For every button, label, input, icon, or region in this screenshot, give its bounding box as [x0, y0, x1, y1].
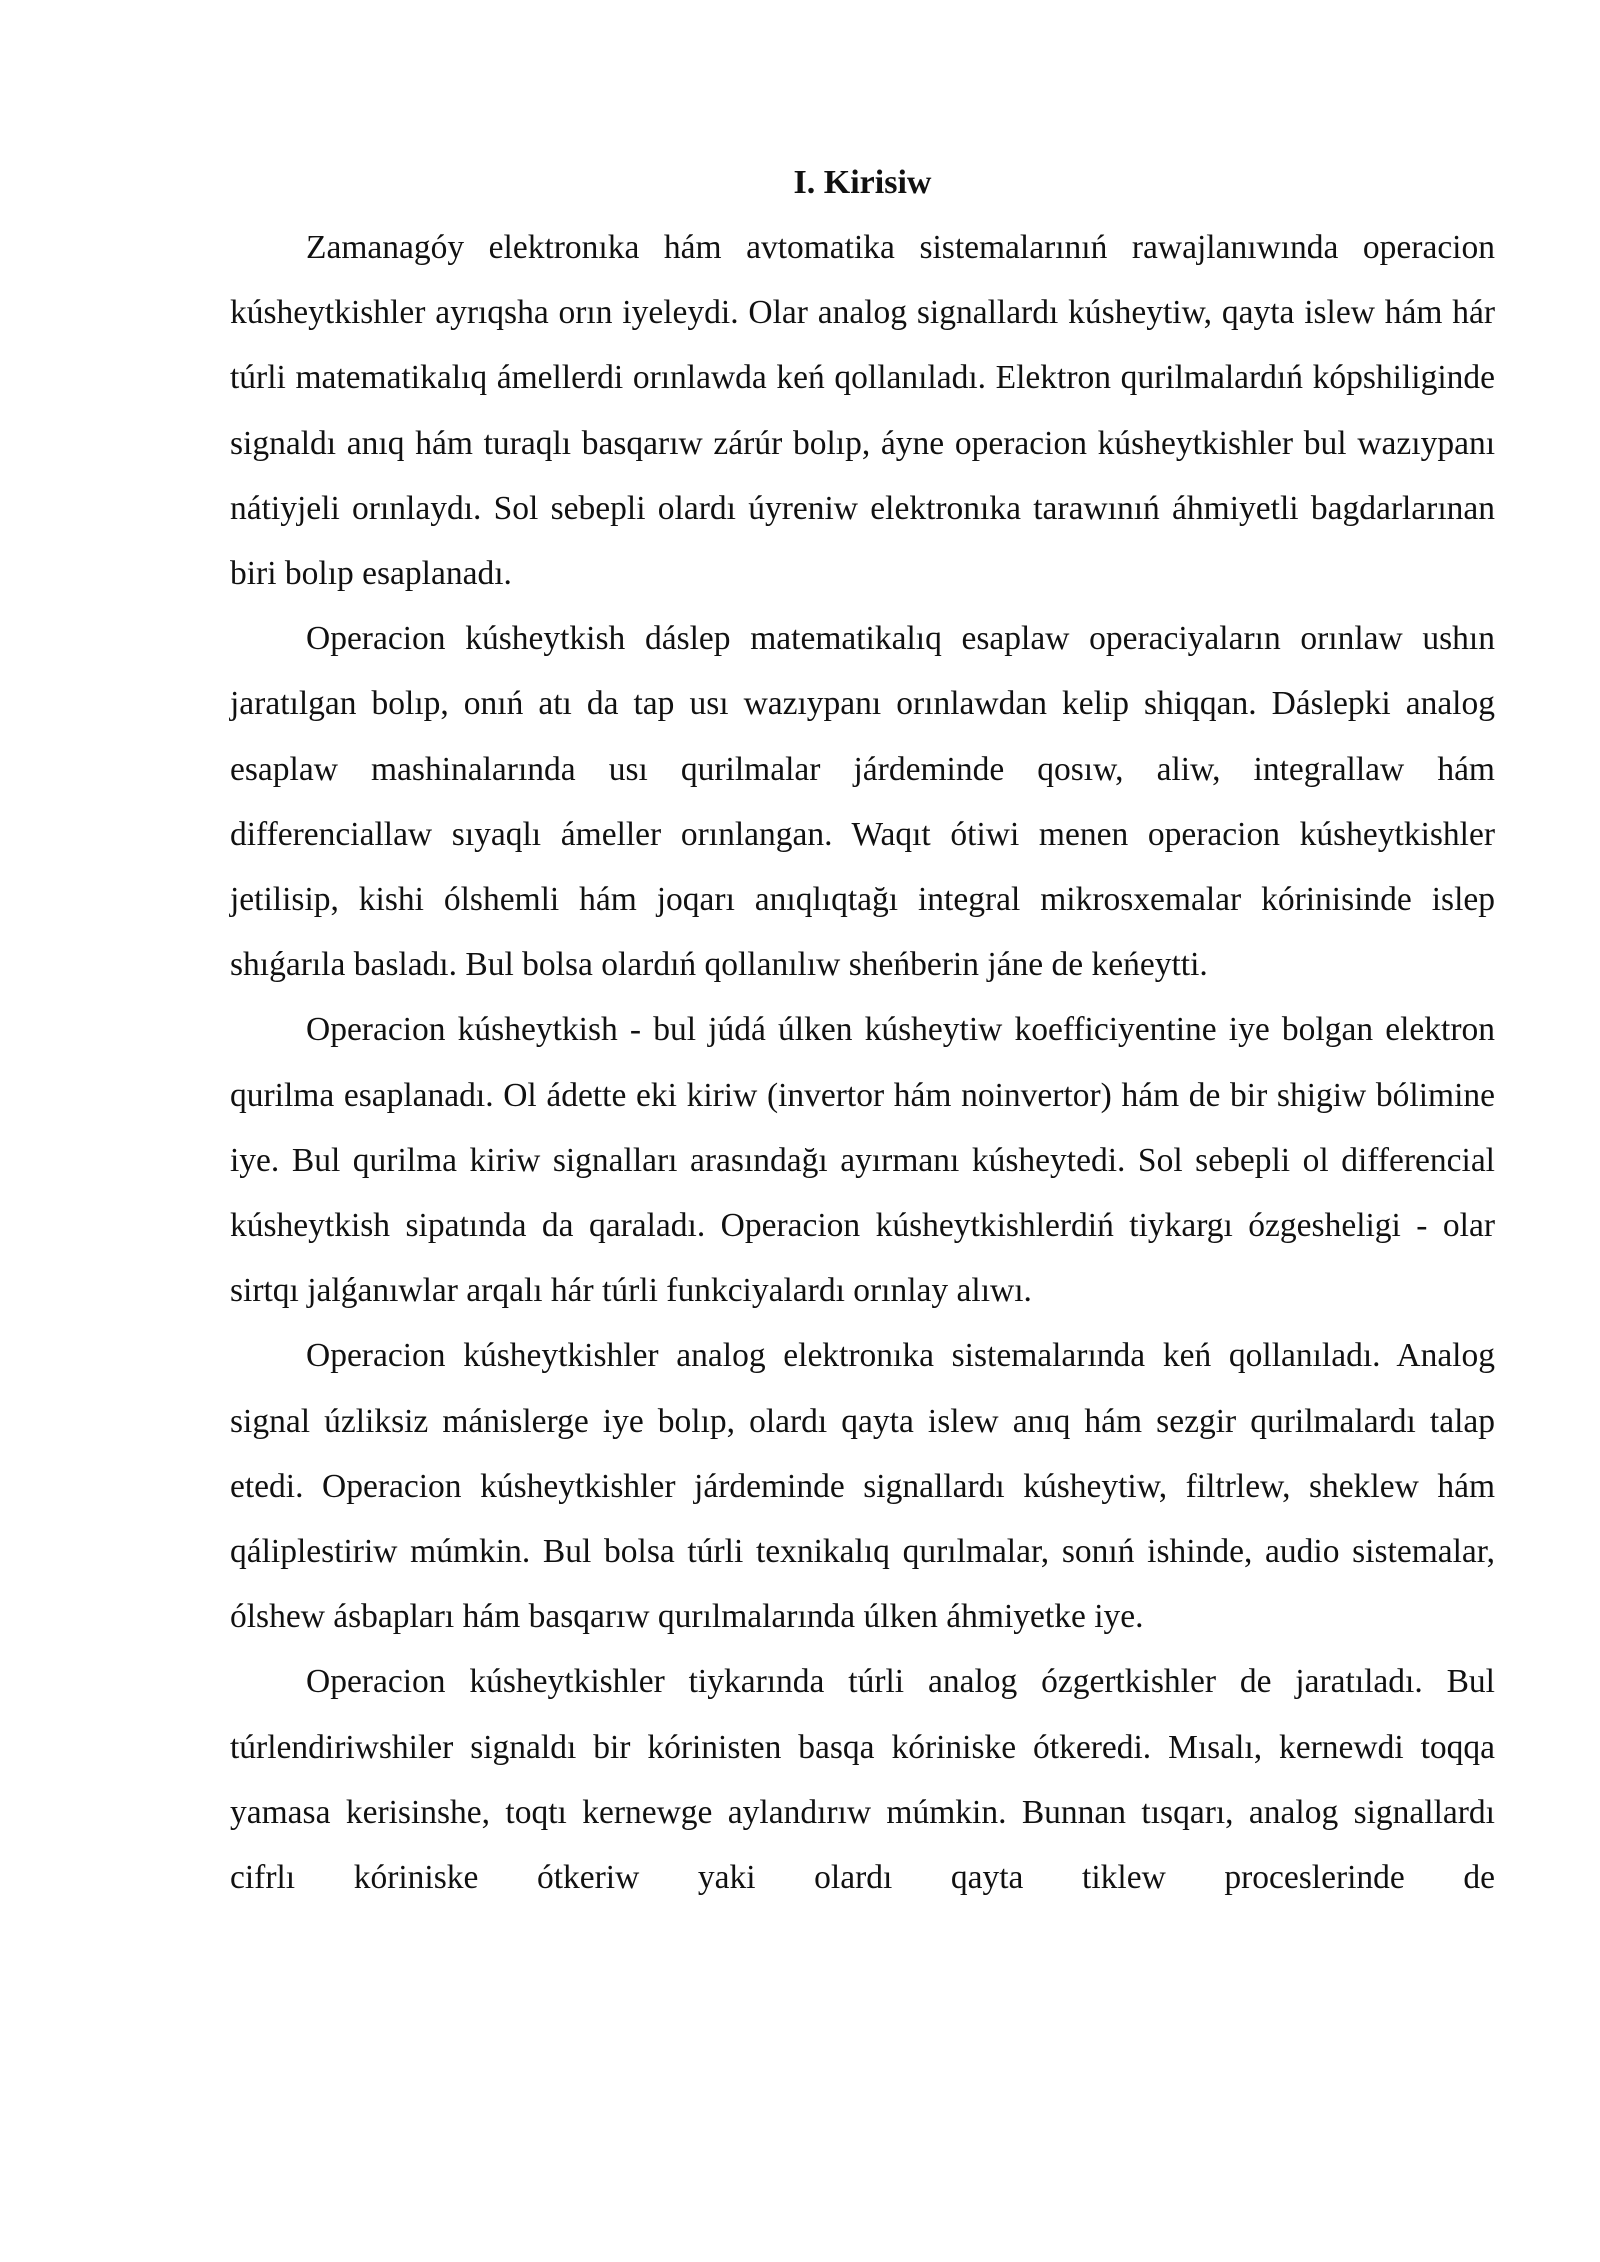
paragraph-2: Operacion kúsheytkish dáslep matematikalıq esaplaw operaciyaların orınlaw ushın jaratılgan bolıp, onıń atı da tap usı wazıypanı orınlawdan kelip shiqqan. Dáslepki analog esaplaw mashinalarında usı qurilmalar járdeminde qosıw, aliw, integrallaw hám differenciallaw sıyaqlı ámeller orınlangan. Waqıt ótiwi menen operacion kúsheytkishler jetilisip, kishi ólshemli hám joqarı anıqlıqtağı integral mikrosxemalar kórinisinde islep shıǵarıla basladı. Bul bolsa olardıń qollanılıw sheńberin jáne de keńeytti.	[230, 620, 1495, 984]
document-body	[230, 150, 1495, 1910]
paragraph-5: Operacion kúsheytkishler tiykarında túrli analog ózgertkishler de jaratıladı. Bul túrlendiriwshiler signaldı bir kórinisten basqa kóriniske ótkeredi. Mısalı, kernewdi toqqa yamasa kerisinshe, toqtı kernewge aylandırıw múmkin. Bunnan tısqarı, analog signallardı cifrlı kóriniske ótkeriw yaki olardı qayta tiklew proceslerinde de	[230, 1663, 1495, 1897]
section-heading: I. Kirisiw	[793, 164, 932, 201]
paragraph-4: Operacion kúsheytkishler analog elektronıka sistemalarında keń qollanıladı. Analog signal úzliksiz mánislerge iye bolıp, olardı qayta islew anıq hám sezgir qurilmalardı talap etedi. Operacion kúsheytkishler járdeminde signallardı kúsheytiw, filtrlew, sheklew hám qáliplestiriw múmkin. Bul bolsa túrli texnikalıq qurılmalar, sonıń ishinde, audio sistemalar, ólshew ásbapları hám basqarıw qurılmalarında úlken áhmiyetke iye.	[230, 1337, 1495, 1636]
paragraph-1: Zamanagóy elektronıka hám avtomatika sistemalarınıń rawajlanıwında operacion kúsheytkishler ayrıqsha orın iyeleydi. Olar analog signallardı kúsheytiw, qayta islew hám hár túrli matematikalıq ámellerdi orınlawda keń qollanıladı. Elektron qurilmalardıń kópshiliginde signaldı anıq hám turaqlı basqarıw zárúr bolıp, áyne operacion kúsheytkishler bul wazıypanı nátiyjeli orınlaydı. Sol sebepli olardı úyreniw elektronıka tarawınıń áhmiyetli bagdarlarınan biri bolıp esaplanadı.	[230, 229, 1495, 593]
paragraph-3: Operacion kúsheytkish - bul júdá úlken kúsheytiw koefficiyentine iye bolgan elektron qurilma esaplanadı. Ol ádette eki kiriw (invertor hám noinvertor) hám de bir shigiw bólimine iye. Bul qurilma kiriw signalları arasındağı ayırmanı kúsheytedi. Sol sebepli ol differencial kúsheytkish sipatında da qaraladı. Operacion kúsheytkishlerdiń tiykargı ózgesheligi - olar sirtqı jalǵanıwlar arqalı hár túrli funkciyalardı orınlay alıwı.	[230, 1011, 1495, 1310]
